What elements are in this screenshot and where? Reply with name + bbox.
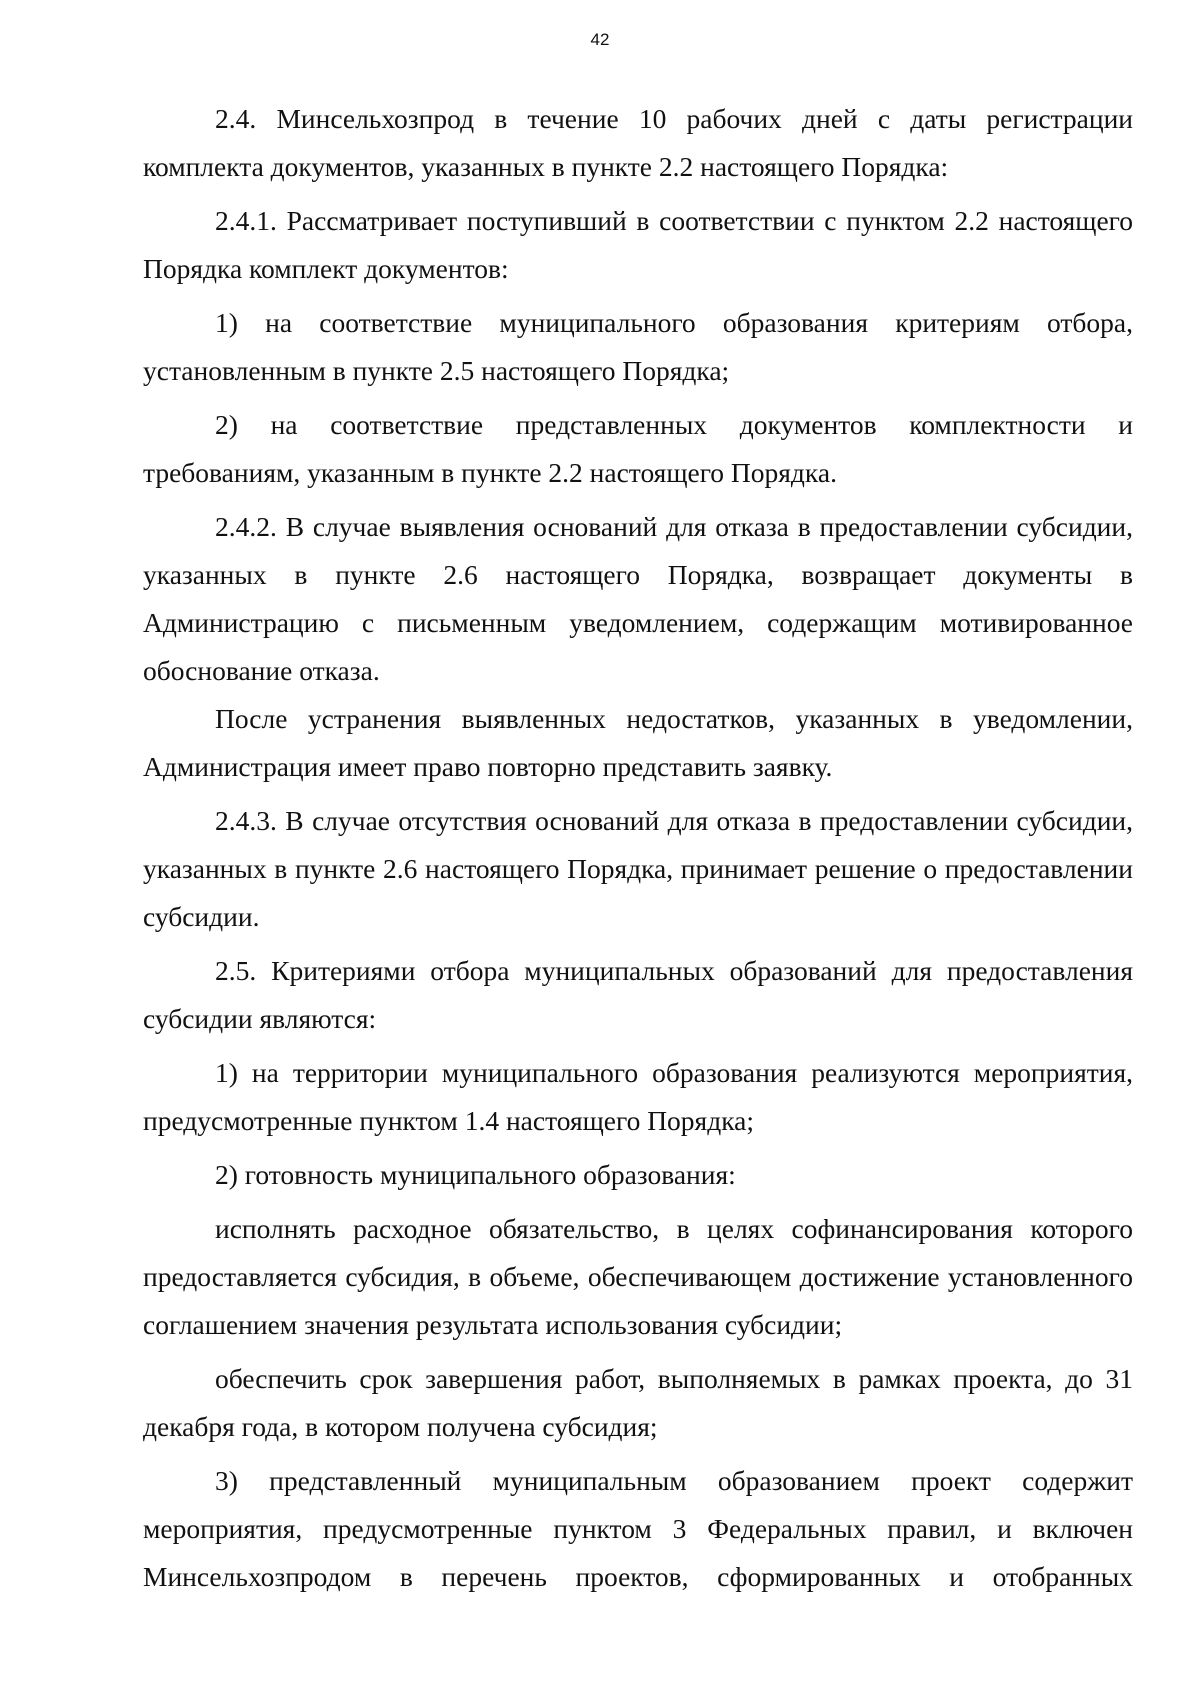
- paragraph-expenditure-obligation: исполнять расходное обязательство, в целях софинансирования которого предоставляется субсидия, в объеме, обеспечивающем достижение установленного соглашением значения результата использования субсидии;: [143, 1213, 1133, 1340]
- paragraph-resubmission: После устранения выявленных недостатков, указанных в уведомлении, Администрация имеет право повторно представить заявку.: [143, 703, 1133, 782]
- page-number: 42: [590, 30, 610, 49]
- paragraph-2-5: 2.5. Критериями отбора муниципальных образований для предоставления субсидии являются:: [143, 955, 1133, 1034]
- paragraph-2-4-1-item-1: 1) на соответствие муниципального образования критериям отбора, установленным в пункте 2.5 настоящего Порядка;: [143, 307, 1133, 386]
- paragraph-2-5-item-2: 2) готовность муниципального образования:: [215, 1159, 736, 1190]
- paragraph-2-4-3: 2.4.3. В случае отсутствия оснований для отказа в предоставлении субсидии, указанных в пункте 2.6 настоящего Порядка, принимает решение о предоставлении субсидии.: [143, 805, 1133, 932]
- paragraph-completion-deadline: обеспечить срок завершения работ, выполняемых в рамках проекта, до 31 декабря года, в котором получена субсидия;: [143, 1363, 1133, 1442]
- paragraph-2-4-2: 2.4.2. В случае выявления оснований для отказа в предоставлении субсидии, указанных в пункте 2.6 настоящего Порядка, возвращает документы в Администрацию с письменным уведомлением, содержащим мотивированное обоснование отказа.: [143, 511, 1133, 686]
- paragraph-2-4: 2.4. Минсельхозпрод в течение 10 рабочих дней с даты регистрации комплекта документов, указанных в пункте 2.2 настоящего Порядка:: [143, 103, 1133, 182]
- document-body: [143, 95, 1133, 1607]
- paragraph-2-4-1-item-2: 2) на соответствие представленных документов комплектности и требованиям, указанным в пункте 2.2 настоящего Порядка.: [143, 409, 1133, 488]
- paragraph-2-5-item-1: 1) на территории муниципального образования реализуются мероприятия, предусмотренные пунктом 1.4 настоящего Порядка;: [143, 1057, 1133, 1136]
- paragraph-2-5-item-3: 3) представленный муниципальным образованием проект содержит мероприятия, предусмотренные пунктом 3 Федеральных правил, и включен Минсельхозпродом в перечень проектов, сформированных и отобранных: [143, 1465, 1133, 1592]
- paragraph-2-4-1: 2.4.1. Рассматривает поступивший в соответствии с пунктом 2.2 настоящего Порядка комплект документов:: [143, 205, 1133, 284]
